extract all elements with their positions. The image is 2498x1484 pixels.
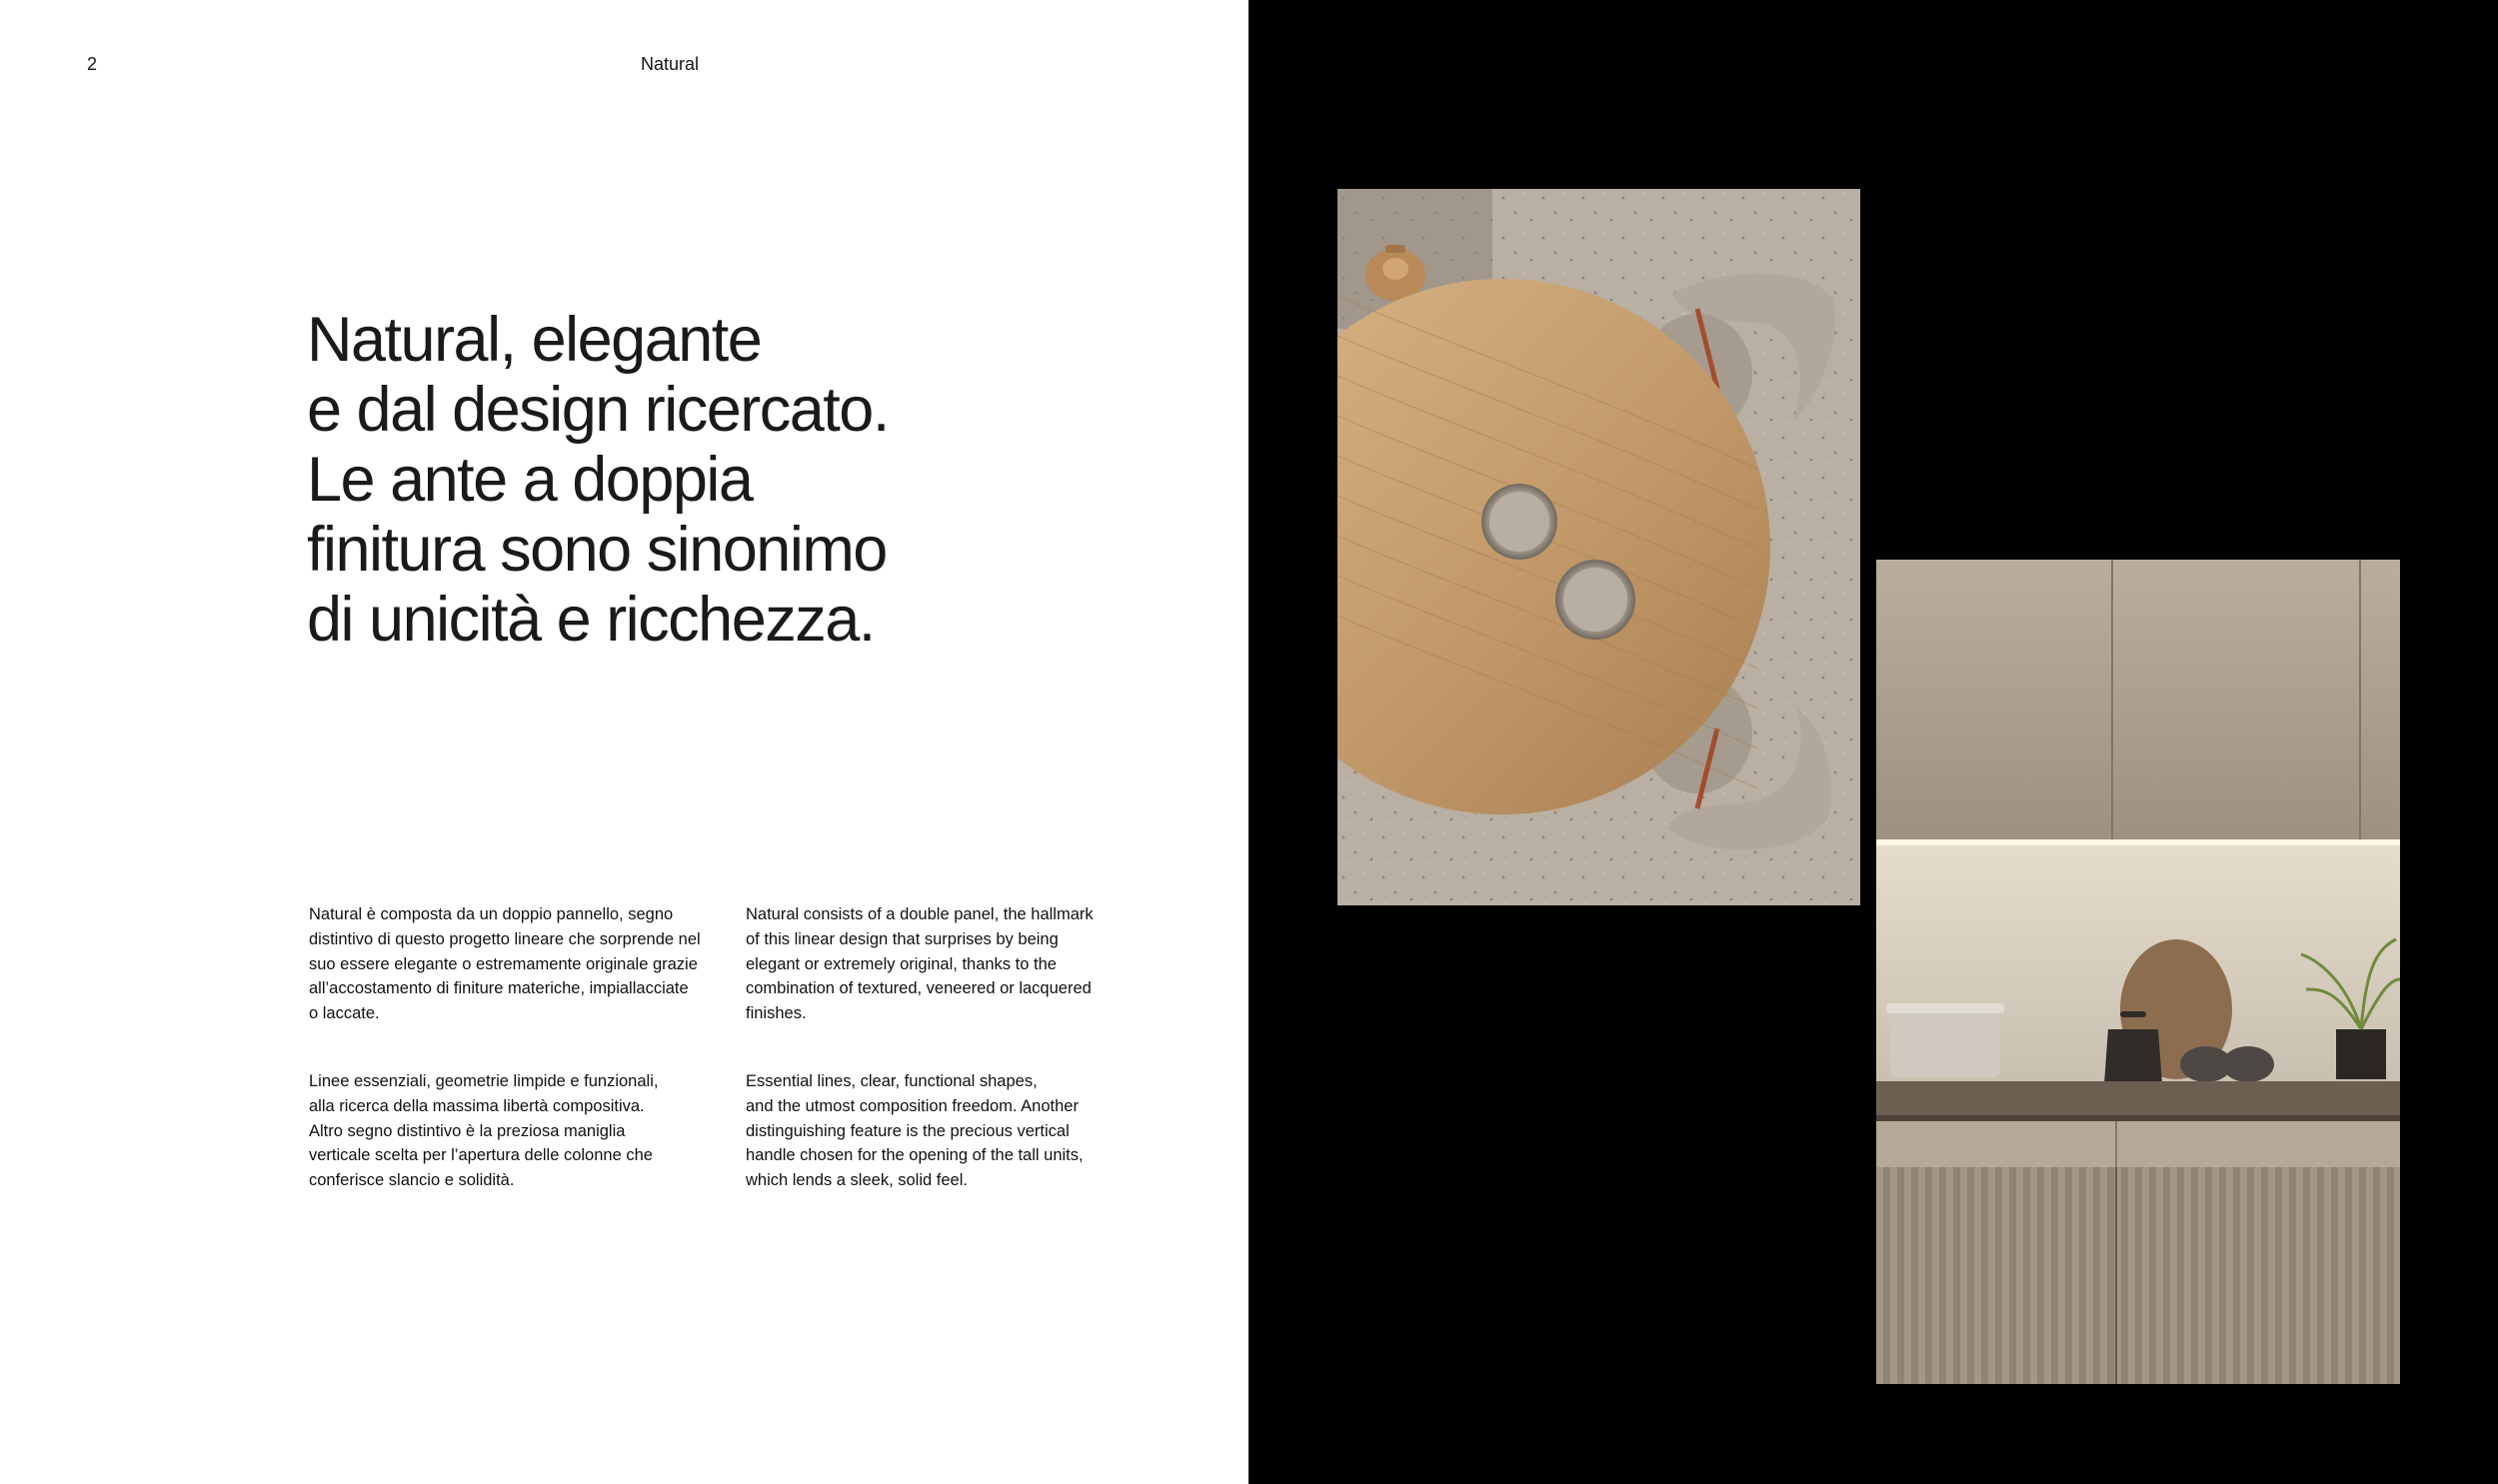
text-line: o laccate. xyxy=(309,1004,380,1023)
italian-paragraph-2 xyxy=(309,1069,729,1193)
text-line: Natural è composta da un doppio pannello, segno xyxy=(309,905,674,923)
headline-line: finitura sono sinonimo xyxy=(307,515,887,585)
text-line: Altro segno distintivo è la preziosa maniglia xyxy=(309,1121,626,1140)
italian-paragraph-1 xyxy=(309,902,729,1026)
pot-lid xyxy=(1886,1003,2004,1013)
text-line: suo essere elegante o estremamente originale grazie xyxy=(309,954,698,973)
english-paragraph-1 xyxy=(746,902,1166,1026)
table-photo xyxy=(1337,189,1860,905)
text-line: Natural consists of a double panel, the hallmark xyxy=(746,905,1094,923)
plant-pot xyxy=(2336,1029,2386,1079)
wall-cabinet xyxy=(1876,560,2400,839)
teapot-handle xyxy=(1385,245,1405,253)
headline-line: Le ante a doppia xyxy=(307,445,753,515)
running-title: Natural xyxy=(640,54,700,74)
text-line: which lends a sleek, solid feel. xyxy=(746,1171,968,1190)
pot xyxy=(1890,1009,2000,1077)
drawer-front xyxy=(1876,1121,2400,1167)
text-line: finishes. xyxy=(746,1004,807,1023)
english-column xyxy=(746,902,1166,1236)
headline xyxy=(307,305,1067,655)
countertop-edge xyxy=(1876,1115,2400,1121)
right-page xyxy=(1249,0,2498,1484)
text-line: distintivo di questo progetto lineare che sorprende nel xyxy=(309,929,701,948)
english-paragraph-2 xyxy=(746,1069,1166,1193)
text-line: all’accostamento di finiture materiche, impiallacciate xyxy=(309,979,689,998)
text-line: elegant or extremely original, thanks to the xyxy=(746,954,1057,973)
text-line: distinguishing feature is the precious vertical xyxy=(746,1121,1070,1140)
headline-line: e dal design ricercato. xyxy=(307,375,889,445)
countertop xyxy=(1876,1081,2400,1115)
headline-line: di unicità e ricchezza. xyxy=(307,585,875,655)
kettle xyxy=(2104,1029,2162,1084)
bowl xyxy=(2222,1046,2274,1082)
bowl-inner xyxy=(1563,568,1627,632)
text-line: combination of textured, veneered or lacquered xyxy=(746,979,1092,998)
teapot-lid xyxy=(1382,258,1408,280)
text-line: conferisce slancio e solidità. xyxy=(309,1171,515,1190)
kettle-handle xyxy=(2120,1011,2146,1017)
kitchen-photo xyxy=(1876,560,2400,1384)
headline-line: Natural, elegante xyxy=(307,305,762,375)
text-line: Essential lines, clear, functional shapes, xyxy=(746,1071,1038,1090)
text-line: verticale scelta per l’apertura delle colonne che xyxy=(309,1146,653,1165)
italian-column xyxy=(309,902,729,1236)
text-line: alla ricerca della massima libertà compositiva. xyxy=(309,1096,645,1115)
page-number: 2 xyxy=(87,54,98,74)
text-line: handle chosen for the opening of the tall units, xyxy=(746,1146,1084,1165)
text-line: Linee essenziali, geometrie limpide e funzionali, xyxy=(309,1071,659,1090)
ribbed-base-cabinet xyxy=(1876,1167,2400,1384)
text-line: and the utmost composition freedom. Another xyxy=(746,1096,1079,1115)
led-strip xyxy=(1876,839,2400,845)
text-line: of this linear design that surprises by being xyxy=(746,929,1059,948)
bowl-inner xyxy=(1489,492,1549,552)
